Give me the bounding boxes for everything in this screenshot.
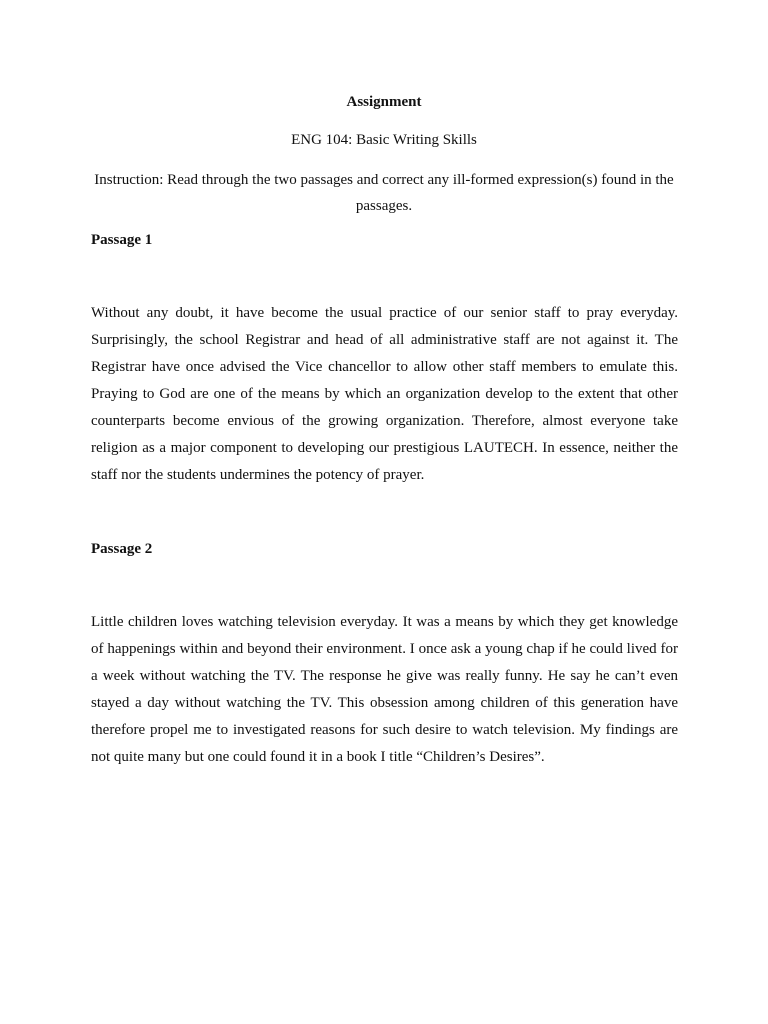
- instruction-text: Instruction: Read through the two passages and correct any ill-formed expression(s) found in the passages.: [94, 172, 674, 214]
- course-title: ENG 104: Basic Writing Skills: [291, 132, 477, 148]
- passage-2-text: Little children loves watching television everyday. It was a means by which they get knowledge of happenings within and beyond their environment. I once ask a young chap if he could lived for a week without watching the TV. The response he give was really funny. He say he can’t even stayed a day without watching the TV. This obsession among children of this generation have therefore propel me to investigated reasons for such desire to watch television. My findings are not quite many but one could found it in a book I title “Children’s Desires”.: [91, 614, 678, 765]
- passage-1-text: Without any doubt, it have become the usual practice of our senior staff to pray everyday. Surprisingly, the school Registrar and head of all administrative staff are not against it. The Registrar have once advised the Vice chancellor to allow other staff members to emulate this. Praying to God are one of the means by which an organization develop to the extent that other counterparts become envious of the growing organization. Therefore, almost everyone take religion as a major component to developing our prestigious LAUTECH. In essence, neither the staff nor the students undermines the potency of prayer.: [91, 305, 678, 483]
- document-title: Assignment: [346, 94, 422, 110]
- passage-2-heading: Passage 2: [91, 541, 153, 557]
- passage-1-heading: Passage 1: [91, 232, 153, 248]
